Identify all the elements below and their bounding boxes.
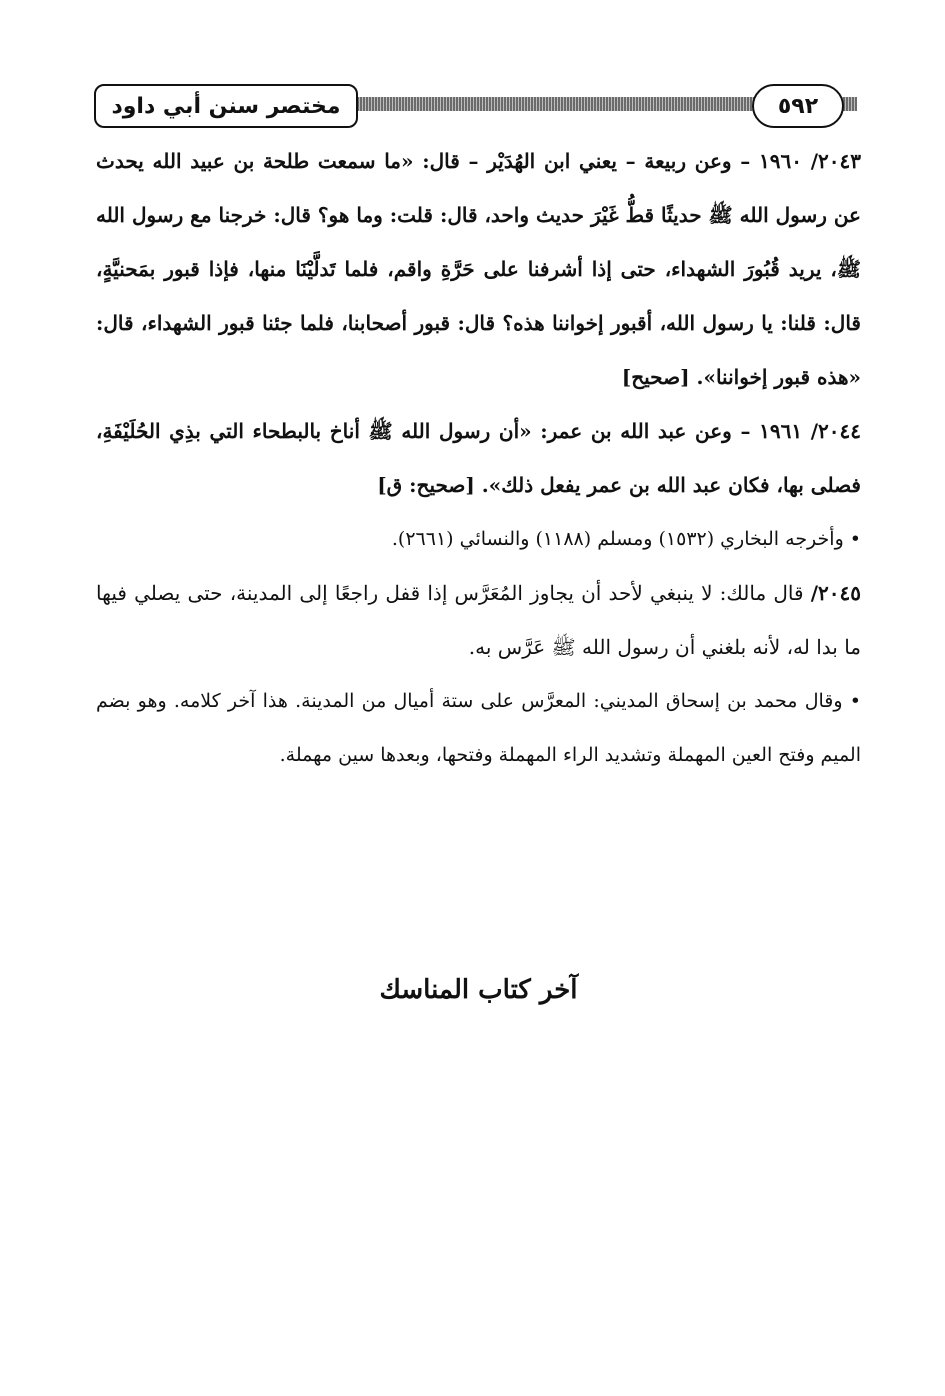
book-title: مختصر سنن أبي داود xyxy=(94,84,358,128)
hadith-2045 xyxy=(96,566,861,674)
takhrij-note: • وأخرجه البخاري (١٥٣٢) ومسلم (١١٨٨) والنسائي (٢٦٦١). xyxy=(391,528,861,550)
hadith-text: – وعن عبد الله بن عمر: «أن رسول الله ﷺ أناخ بالبطحاء التي بذِي الحُلَيْفَةِ، فصلى بها، فكان عبد الله بن عمر يفعل ذلك». [صحيح: ق] xyxy=(96,419,861,497)
chapter-ending: آخر كتاب المناسك xyxy=(379,975,578,1005)
hadith-2043 xyxy=(96,134,861,404)
hadith-2044 xyxy=(96,404,861,512)
page-number: ٥٩٢ xyxy=(752,84,844,128)
hadith-number: ٢٠٤٥/ xyxy=(810,581,861,605)
page-header xyxy=(92,82,865,130)
page-body xyxy=(96,134,861,782)
hadith-text: – وعن ربيعة – يعني ابن الهُدَيْر – قال: «ما سمعت طلحة بن عبيد الله يحدث عن رسول الله ﷺ حديثًا قطُّ غَيْرَ حديث واحد، قال: قلت: وما هو؟ قال: خرجنا مع رسول الله ﷺ، يريد قُبُورَ الشهداء، حتى إذا أشرفنا على حَرَّةِ واقم، فلما تَدلَّيْنَا منها، فإذا قبور بمَحنيَّةٍ، قال: قلنا: يا رسول الله، أقبور إخواننا هذه؟ قال: قبور أصحابنا، فلما جئنا قبور الشهداء، قال: «هذه قبور إخواننا». [صحيح] xyxy=(95,149,861,389)
hadith-number: ٢٠٤٣/ ١٩٦٠ xyxy=(759,149,861,173)
commentary-note: • وقال محمد بن إسحاق المديني: المعرَّس على ستة أميال من المدينة. هذا آخر كلامه. وهو بضم الميم وفتح العين المهملة وتشديد الراء المهملة وفتحها، وبعدها سين مهملة. xyxy=(96,690,861,766)
hadith-text: قال مالك: لا ينبغي لأحد أن يجاوز المُعَرَّس إذا قفل راجعًا إلى المدينة، حتى يصلي فيها ما بدا له، لأنه بلغني أن رسول الله ﷺ عَرَّس به. xyxy=(96,581,861,659)
hadith-number: ٢٠٤٤/ ١٩٦١ xyxy=(759,419,861,443)
